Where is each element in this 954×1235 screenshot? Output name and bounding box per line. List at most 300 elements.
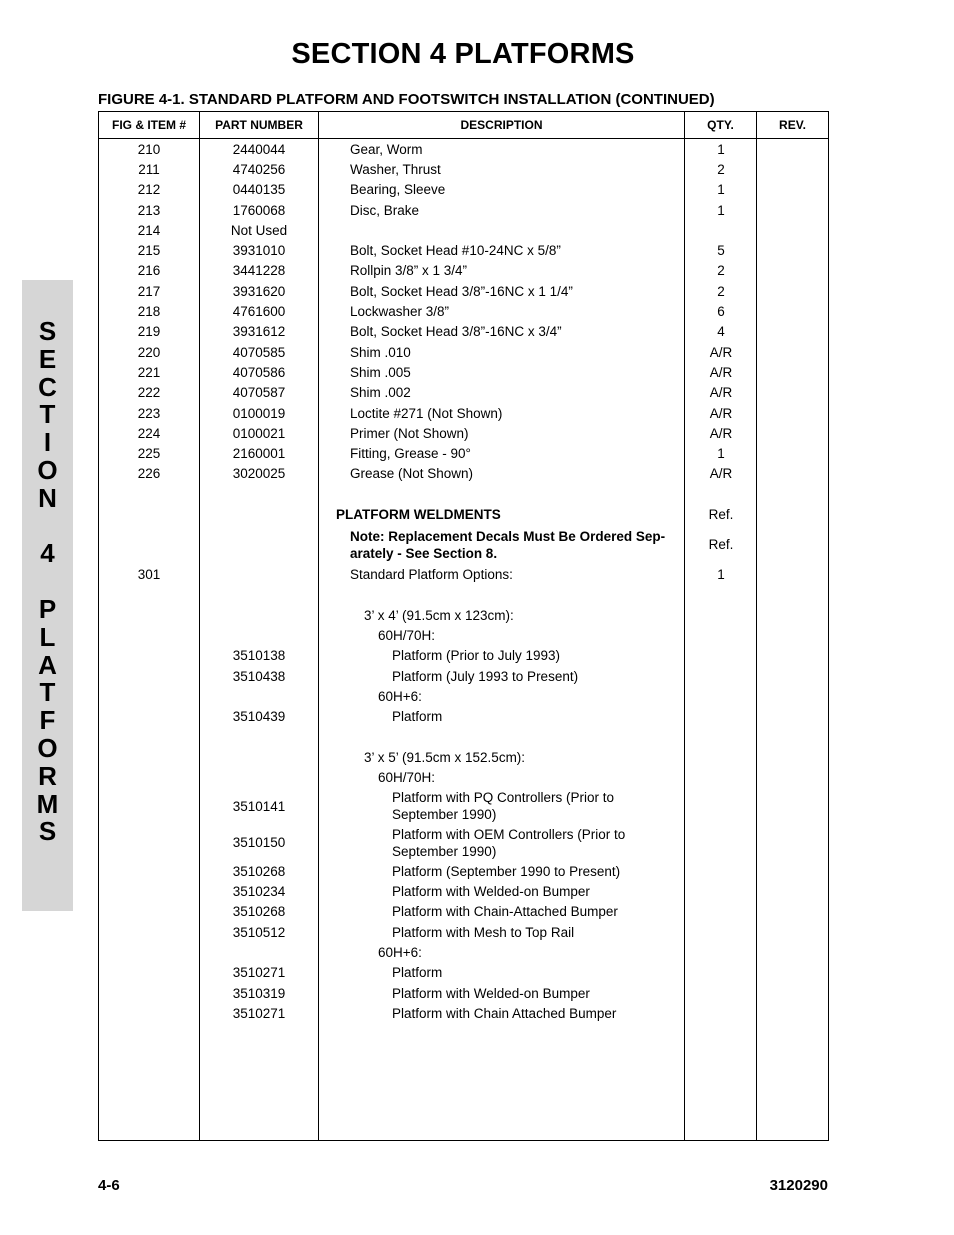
- part-number-cell-text: 3510271: [232, 965, 286, 981]
- description-cell-text: Platform with Welded-on Bumper: [392, 884, 590, 900]
- side-tab-letter: 4: [40, 538, 55, 569]
- part-number-cell-text: 4740256: [232, 161, 286, 177]
- qty-cell: [686, 565, 756, 585]
- part-number-cell-text: 3510150: [232, 835, 286, 851]
- description-cell-text: Shim .002: [350, 385, 411, 401]
- side-tab-letter: [22, 568, 73, 596]
- part-number-cell-text: 3510271: [232, 1005, 286, 1021]
- fig-item-cell: [99, 788, 199, 825]
- fig-item-cell: [99, 768, 199, 788]
- side-tab-letter: P: [38, 593, 57, 624]
- table-row: [99, 362, 828, 382]
- side-tab-letter: T: [39, 677, 56, 708]
- fig-item-cell: [99, 605, 199, 625]
- side-tab-letter: I: [43, 427, 52, 458]
- description-cell-text: Washer, Thrust: [350, 161, 441, 177]
- part-number-cell: [200, 585, 318, 605]
- qty-cell-text: A/R: [709, 364, 733, 380]
- fig-item-cell: [99, 585, 199, 605]
- table-row: [99, 525, 828, 565]
- description-cell: [319, 1003, 679, 1023]
- table-row: [99, 159, 828, 179]
- fig-item-cell-text: 217: [137, 283, 161, 299]
- description-cell-text: Gear, Worm: [350, 141, 423, 157]
- description-cell-text: Note: Replacement Decals Must Be Ordered Sep-arately - See Section 8.: [350, 528, 666, 561]
- part-number-cell-text: 3510438: [232, 668, 286, 684]
- description-cell: [319, 666, 679, 686]
- table-row: [99, 484, 828, 504]
- fig-item-cell: [99, 922, 199, 942]
- table-row: [99, 666, 828, 686]
- part-number-cell-text: 3020025: [232, 466, 286, 482]
- description-cell-text: Bolt, Socket Head 3/8”-16NC x 1 1/4”: [350, 283, 573, 299]
- section-side-tab: [22, 280, 73, 911]
- qty-cell: [686, 342, 756, 362]
- side-tab-letter: [22, 513, 73, 541]
- qty-cell: [686, 666, 756, 686]
- table-body: [99, 139, 828, 1023]
- header-part-number: PART NUMBER: [215, 118, 303, 132]
- fig-item-cell: [99, 565, 199, 585]
- qty-cell-text: 1: [717, 446, 725, 462]
- qty-cell: [686, 686, 756, 706]
- fig-item-cell: [99, 301, 199, 321]
- part-number-cell: [200, 200, 318, 220]
- part-number-cell: [200, 565, 318, 585]
- description-cell-text: Standard Platform Options:: [350, 567, 513, 583]
- table-row: [99, 383, 828, 403]
- qty-cell: [686, 902, 756, 922]
- qty-cell: [686, 362, 756, 382]
- part-number-cell: [200, 484, 318, 504]
- part-number-cell: [200, 605, 318, 625]
- part-number-cell-text: 3510138: [232, 648, 286, 664]
- description-cell: [319, 362, 679, 382]
- header-fig-item: FIG & ITEM #: [111, 118, 186, 132]
- description-cell-text: Grease (Not Shown): [350, 466, 474, 482]
- qty-cell-text: 2: [717, 283, 725, 299]
- fig-item-cell-text: 223: [137, 405, 161, 421]
- description-cell-text: Platform (September 1990 to Present): [392, 863, 621, 879]
- qty-cell-text: 1: [717, 141, 725, 157]
- qty-cell: [686, 747, 756, 767]
- description-cell: [319, 922, 679, 942]
- description-cell: [319, 301, 679, 321]
- fig-item-cell: [99, 159, 199, 179]
- side-tab-letter: A: [38, 649, 57, 680]
- table-row: [99, 902, 828, 922]
- description-cell-text: Lockwasher 3/8”: [350, 304, 450, 320]
- description-cell-text: Platform with Chain-Attached Bumper: [392, 904, 618, 920]
- fig-item-cell: [99, 825, 199, 862]
- fig-item-cell-text: 226: [137, 466, 161, 482]
- part-number-cell-text: 3441228: [232, 263, 286, 279]
- table-row: [99, 139, 828, 159]
- description-cell-text: Loctite #271 (Not Shown): [350, 405, 503, 421]
- part-number-cell: [200, 180, 318, 200]
- description-cell: [319, 788, 679, 825]
- side-tab-letter: S: [38, 816, 57, 847]
- part-number-cell-text: 3510234: [232, 884, 286, 900]
- fig-item-cell: [99, 362, 199, 382]
- table-row: [99, 443, 828, 463]
- figure-title: FIGURE 4-1. STANDARD PLATFORM AND FOOTSWITCH INSTALLATION (CONTINUED): [98, 91, 715, 108]
- table-row: [99, 788, 828, 825]
- part-number-cell: [200, 281, 318, 301]
- qty-cell: [686, 281, 756, 301]
- fig-item-cell-text: 224: [137, 425, 161, 441]
- side-tab-letter: C: [38, 371, 57, 402]
- qty-cell: [686, 605, 756, 625]
- part-number-cell: [200, 301, 318, 321]
- qty-cell: [686, 942, 756, 962]
- table-row: [99, 1003, 828, 1023]
- table-row: [99, 504, 828, 524]
- table-row: [99, 707, 828, 727]
- table-row: [99, 983, 828, 1003]
- description-cell: [319, 727, 679, 747]
- fig-item-cell: [99, 626, 199, 646]
- description-cell-text: Bearing, Sleeve: [350, 182, 446, 198]
- qty-cell-text: A/R: [709, 425, 733, 441]
- fig-item-cell-text: 214: [137, 222, 161, 238]
- table-row: [99, 727, 828, 747]
- description-cell-text: Shim .010: [350, 344, 411, 360]
- fig-item-cell: [99, 902, 199, 922]
- description-cell: [319, 240, 679, 260]
- fig-item-cell: [99, 220, 199, 240]
- part-number-cell: [200, 707, 318, 727]
- fig-item-cell: [99, 240, 199, 260]
- description-cell-text: Platform with Chain Attached Bumper: [392, 1005, 617, 1021]
- qty-cell-text: 4: [717, 324, 725, 340]
- description-cell-text: Platform with Welded-on Bumper: [392, 985, 590, 1001]
- description-cell: [319, 881, 679, 901]
- part-number-cell-text: 0100021: [232, 425, 286, 441]
- qty-cell: [686, 626, 756, 646]
- fig-item-cell: [99, 200, 199, 220]
- table-row: [99, 301, 828, 321]
- fig-item-cell-text: 221: [137, 364, 161, 380]
- fig-item-cell: [99, 1003, 199, 1023]
- fig-item-cell: [99, 942, 199, 962]
- description-cell-text: Disc, Brake: [350, 202, 420, 218]
- qty-cell: [686, 301, 756, 321]
- part-number-cell: [200, 261, 318, 281]
- part-number-cell: [200, 159, 318, 179]
- description-cell-text: 60H/70H:: [378, 770, 436, 786]
- qty-cell: [686, 727, 756, 747]
- description-cell: [319, 747, 679, 767]
- parts-table: [98, 111, 829, 1141]
- qty-cell: [686, 180, 756, 200]
- part-number-cell: [200, 902, 318, 922]
- description-cell: [319, 983, 679, 1003]
- fig-item-cell: [99, 666, 199, 686]
- part-number-cell: [200, 963, 318, 983]
- description-cell: [319, 686, 679, 706]
- fig-item-cell: [99, 180, 199, 200]
- part-number-cell-text: 3931612: [232, 324, 286, 340]
- part-number-cell: [200, 464, 318, 484]
- part-number-cell: [200, 942, 318, 962]
- description-cell: [319, 646, 679, 666]
- description-cell: [319, 180, 679, 200]
- qty-cell: [686, 1003, 756, 1023]
- table-row: [99, 942, 828, 962]
- description-cell-text: Platform with OEM Controllers (Prior to September 1990): [392, 826, 626, 859]
- description-cell: [319, 484, 679, 504]
- description-cell: [319, 825, 679, 862]
- part-number-cell: [200, 342, 318, 362]
- description-cell: [319, 322, 679, 342]
- qty-cell: [686, 646, 756, 666]
- table-row: [99, 686, 828, 706]
- part-number-cell-text: 4761600: [232, 304, 286, 320]
- description-cell: [319, 220, 679, 240]
- qty-cell: [686, 443, 756, 463]
- description-cell: [319, 139, 679, 159]
- part-number-cell-text: 3510268: [232, 863, 286, 879]
- side-tab-letter: E: [38, 343, 57, 374]
- part-number-cell: [200, 504, 318, 524]
- table-row: [99, 281, 828, 301]
- description-cell-text: Bolt, Socket Head 3/8”-16NC x 3/4”: [350, 324, 562, 340]
- fig-item-cell: [99, 403, 199, 423]
- qty-cell: [686, 963, 756, 983]
- side-tab-letter: L: [39, 621, 56, 652]
- table-row: [99, 180, 828, 200]
- fig-item-cell: [99, 342, 199, 362]
- fig-item-cell: [99, 281, 199, 301]
- part-number-cell-text: 4070586: [232, 364, 286, 380]
- table-row: [99, 626, 828, 646]
- qty-cell: [686, 525, 756, 565]
- table-row: [99, 220, 828, 240]
- table-row: [99, 825, 828, 862]
- description-cell: [319, 403, 679, 423]
- table-row: [99, 423, 828, 443]
- part-number-cell: [200, 383, 318, 403]
- description-cell: [319, 565, 679, 585]
- qty-cell: [686, 768, 756, 788]
- description-cell-text: Platform: [392, 709, 443, 725]
- header-description: DESCRIPTION: [460, 118, 543, 132]
- side-tab-letter: T: [39, 399, 56, 430]
- fig-item-cell-text: 215: [137, 243, 161, 259]
- table-row: [99, 646, 828, 666]
- part-number-cell: [200, 646, 318, 666]
- description-cell-text: 3’ x 5’ (91.5cm x 152.5cm):: [364, 749, 526, 765]
- fig-item-cell: [99, 686, 199, 706]
- part-number-cell: [200, 747, 318, 767]
- side-tab-letter: O: [37, 454, 58, 485]
- qty-cell: [686, 861, 756, 881]
- description-cell-text: Platform: [392, 965, 443, 981]
- part-number-cell-text: 3510512: [232, 924, 286, 940]
- description-cell: [319, 342, 679, 362]
- part-number-cell: [200, 788, 318, 825]
- qty-cell: [686, 983, 756, 1003]
- description-cell-text: Platform with PQ Controllers (Prior to September 1990): [392, 790, 615, 823]
- fig-item-cell: [99, 322, 199, 342]
- qty-cell: [686, 922, 756, 942]
- description-cell: [319, 626, 679, 646]
- table-row: [99, 768, 828, 788]
- fig-item-cell: [99, 727, 199, 747]
- description-cell: [319, 861, 679, 881]
- qty-cell-text: 6: [717, 304, 725, 320]
- description-cell: [319, 525, 679, 565]
- fig-item-cell: [99, 747, 199, 767]
- part-number-cell: [200, 768, 318, 788]
- fig-item-cell-text: 218: [137, 304, 161, 320]
- table-row: [99, 240, 828, 260]
- part-number-cell: [200, 443, 318, 463]
- part-number-cell-text: 3510141: [232, 798, 286, 814]
- description-cell-text: Fitting, Grease - 90°: [350, 446, 471, 462]
- header-qty: QTY.: [707, 118, 734, 132]
- description-cell: [319, 261, 679, 281]
- table-row: [99, 342, 828, 362]
- description-cell-text: Shim .005: [350, 364, 411, 380]
- fig-item-cell-text: 216: [137, 263, 161, 279]
- side-tab-letter: S: [38, 316, 57, 346]
- qty-cell: [686, 383, 756, 403]
- part-number-cell-text: 3510439: [232, 709, 286, 725]
- description-cell-text: 3’ x 4’ (91.5cm x 123cm):: [364, 607, 514, 623]
- fig-item-cell-text: 225: [137, 446, 161, 462]
- side-tab-letter: N: [38, 482, 57, 513]
- qty-cell: [686, 504, 756, 524]
- qty-cell: [686, 484, 756, 504]
- description-cell-text: 60H+6:: [378, 689, 422, 705]
- fig-item-cell: [99, 646, 199, 666]
- description-cell: [319, 281, 679, 301]
- qty-cell: [686, 881, 756, 901]
- qty-cell-text: 5: [717, 243, 725, 259]
- qty-cell-text: A/R: [709, 385, 733, 401]
- part-number-cell: [200, 666, 318, 686]
- table-row: [99, 200, 828, 220]
- qty-cell-text: A/R: [709, 344, 733, 360]
- description-cell: [319, 942, 679, 962]
- part-number-cell-text: 0440135: [232, 182, 286, 198]
- qty-cell: [686, 322, 756, 342]
- part-number-cell: [200, 861, 318, 881]
- qty-cell: [686, 220, 756, 240]
- description-cell-text: PLATFORM WELDMENTS: [336, 506, 501, 522]
- description-cell: [319, 443, 679, 463]
- description-cell: [319, 768, 679, 788]
- page-number: 4-6: [98, 1177, 120, 1194]
- part-number-cell-text: 1760068: [232, 202, 286, 218]
- table-row: [99, 403, 828, 423]
- description-cell: [319, 707, 679, 727]
- part-number-cell-text: 3931620: [232, 283, 286, 299]
- table-row: [99, 963, 828, 983]
- side-tab-letter: R: [38, 760, 57, 791]
- part-number-cell: [200, 139, 318, 159]
- qty-cell-text: 1: [717, 202, 725, 218]
- fig-item-cell: [99, 983, 199, 1003]
- description-cell-text: Platform (July 1993 to Present): [392, 668, 579, 684]
- description-cell: [319, 383, 679, 403]
- fig-item-cell-text: 213: [137, 202, 161, 218]
- part-number-cell-text: 3510268: [232, 904, 286, 920]
- qty-cell: [686, 423, 756, 443]
- description-cell-text: 60H+6:: [378, 944, 422, 960]
- qty-cell: [686, 707, 756, 727]
- description-cell: [319, 423, 679, 443]
- table-row: [99, 861, 828, 881]
- fig-item-cell: [99, 383, 199, 403]
- fig-item-cell-text: 220: [137, 344, 161, 360]
- table-row: [99, 322, 828, 342]
- header-rev: REV.: [779, 118, 806, 132]
- table-row: [99, 605, 828, 625]
- fig-item-cell: [99, 423, 199, 443]
- qty-cell-text: 2: [717, 263, 725, 279]
- fig-item-cell: [99, 139, 199, 159]
- qty-cell: [686, 261, 756, 281]
- part-number-cell: [200, 626, 318, 646]
- part-number-cell: [200, 881, 318, 901]
- side-tab-letter: F: [39, 705, 56, 736]
- fig-item-cell-text: 301: [137, 567, 161, 583]
- part-number-cell: [200, 220, 318, 240]
- description-cell: [319, 605, 679, 625]
- qty-cell: [686, 825, 756, 862]
- qty-cell-text: Ref.: [708, 537, 734, 553]
- part-number-cell-text: 4070587: [232, 385, 286, 401]
- fig-item-cell-text: 222: [137, 385, 161, 401]
- part-number-cell: [200, 362, 318, 382]
- description-cell-text: 60H/70H:: [378, 628, 436, 644]
- part-number-cell: [200, 322, 318, 342]
- part-number-cell-text: Not Used: [230, 222, 288, 238]
- description-cell: [319, 159, 679, 179]
- description-cell: [319, 464, 679, 484]
- table-row: [99, 464, 828, 484]
- fig-item-cell: [99, 261, 199, 281]
- qty-cell-text: 2: [717, 161, 725, 177]
- side-tab-letter: M: [36, 788, 59, 819]
- fig-item-cell: [99, 484, 199, 504]
- part-number-cell: [200, 403, 318, 423]
- part-number-cell: [200, 525, 318, 565]
- section-title: SECTION 4 PLATFORMS: [291, 38, 635, 70]
- table-row: [99, 922, 828, 942]
- description-cell-text: Platform (Prior to July 1993): [392, 648, 561, 664]
- qty-cell-text: A/R: [709, 466, 733, 482]
- part-number-cell: [200, 1003, 318, 1023]
- qty-cell: [686, 403, 756, 423]
- part-number-cell-text: 3510319: [232, 985, 286, 1001]
- part-number-cell: [200, 825, 318, 862]
- table-row: [99, 261, 828, 281]
- description-cell-text: Rollpin 3/8” x 1 3/4”: [350, 263, 468, 279]
- part-number-cell: [200, 423, 318, 443]
- part-number-cell-text: 2160001: [232, 446, 286, 462]
- qty-cell-text: A/R: [709, 405, 733, 421]
- table-row: [99, 747, 828, 767]
- part-number-cell-text: 4070585: [232, 344, 286, 360]
- side-tab-letter: O: [37, 732, 58, 763]
- fig-item-cell: [99, 525, 199, 565]
- description-cell: [319, 504, 679, 524]
- part-number-cell: [200, 922, 318, 942]
